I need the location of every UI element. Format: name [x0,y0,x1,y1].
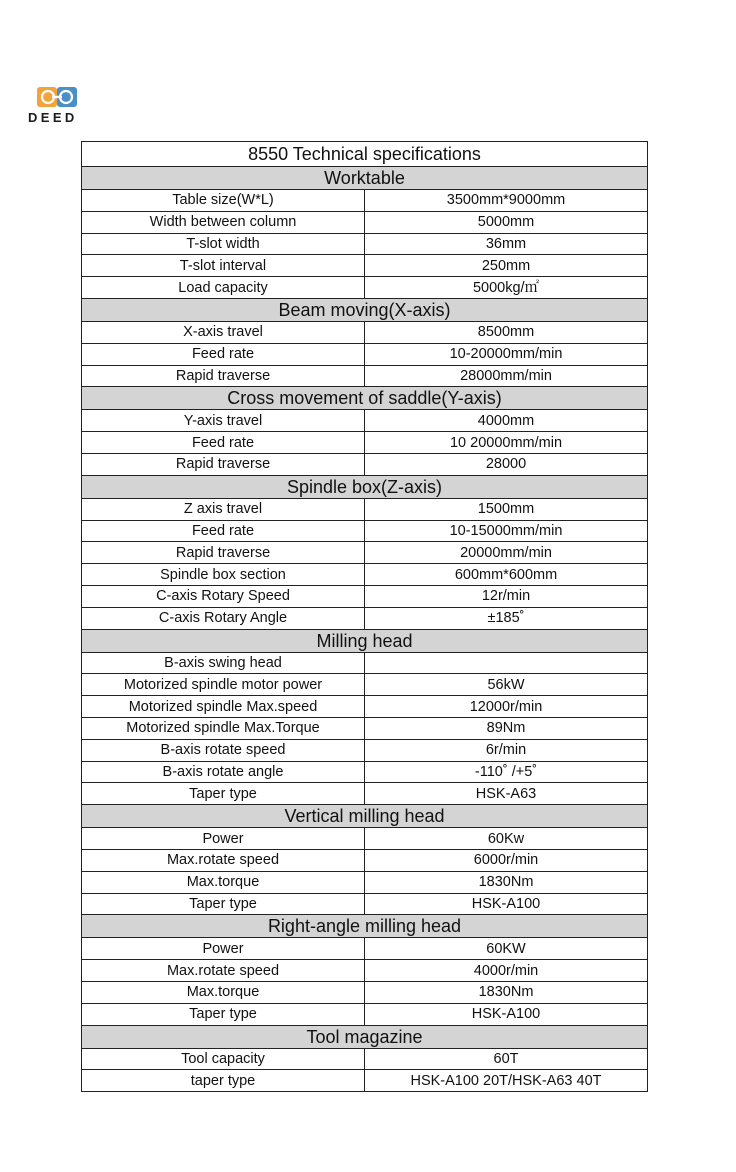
table-row [82,717,648,739]
spec-label: Z axis travel [82,498,365,520]
table-row [82,871,648,893]
table-row [82,696,648,718]
company-logo [28,84,88,130]
spec-label: Motorized spindle motor power [82,674,365,696]
table-row [82,277,648,299]
section-heading: Beam moving(X-axis) [82,298,648,321]
spec-value: HSK-A100 [365,1003,648,1025]
spec-label: B-axis rotate speed [82,739,365,761]
spec-value: 12000r/min [365,696,648,718]
table-row [82,190,648,212]
spec-label: Taper type [82,783,365,805]
spec-value: 5000mm [365,211,648,233]
table-row [82,410,648,432]
spec-label: Motorized spindle Max.Torque [82,717,365,739]
spec-label: Taper type [82,1003,365,1025]
spec-label: taper type [82,1070,365,1092]
spec-value: 1830Nm [365,981,648,1003]
spec-label: Max.rotate speed [82,849,365,871]
spec-label: T-slot width [82,233,365,255]
spec-value: 56kW [365,674,648,696]
table-row [82,255,648,277]
spec-label: Taper type [82,893,365,915]
table-row [82,432,648,454]
section-heading: Spindle box(Z-axis) [82,475,648,498]
spec-value: 1830Nm [365,871,648,893]
section-header-row [82,298,648,321]
section-heading: Vertical milling head [82,805,648,828]
spec-value: 4000mm [365,410,648,432]
table-row [82,498,648,520]
table-row [82,365,648,387]
spec-value: 28000 [365,453,648,475]
spec-label: Tool capacity [82,1048,365,1070]
spec-value: 6r/min [365,739,648,761]
technical-specifications-table [81,141,648,1092]
table-row [82,233,648,255]
spec-label: X-axis travel [82,321,365,343]
spec-label: Power [82,828,365,850]
table-row [82,321,648,343]
spec-label: Motorized spindle Max.speed [82,696,365,718]
spec-value: 89Nm [365,717,648,739]
table-row [82,564,648,586]
spec-value: 28000mm/min [365,365,648,387]
spec-value: 60KW [365,938,648,960]
table-row [82,453,648,475]
table-row [82,652,648,674]
spec-label: Spindle box section [82,564,365,586]
spec-label: Width between column [82,211,365,233]
section-header-row [82,805,648,828]
spec-value: 10 20000mm/min [365,432,648,454]
spec-label: Power [82,938,365,960]
table-row [82,849,648,871]
section-heading: Milling head [82,629,648,652]
spec-label: Feed rate [82,343,365,365]
spec-value: 36mm [365,233,648,255]
spec-value: 60T [365,1048,648,1070]
spec-value: 6000r/min [365,849,648,871]
spec-label: C-axis Rotary Speed [82,585,365,607]
spec-value: 60Kw [365,828,648,850]
spec-label: Rapid traverse [82,542,365,564]
spec-label: Load capacity [82,277,365,299]
spec-value: 10-15000mm/min [365,520,648,542]
section-heading: Right-angle milling head [82,915,648,938]
spec-value: -110˚ /+5˚ [365,761,648,783]
section-heading: Cross movement of saddle(Y-axis) [82,387,648,410]
table-row [82,783,648,805]
spec-value: 5000kg/㎡ [365,277,648,299]
spec-value: ±185˚ [365,607,648,629]
spec-label: C-axis Rotary Angle [82,607,365,629]
spec-value: 600mm*600mm [365,564,648,586]
spec-label: Rapid traverse [82,365,365,387]
section-header-row [82,915,648,938]
spec-value: HSK-A63 [365,783,648,805]
spec-label: Rapid traverse [82,453,365,475]
table-row [82,739,648,761]
section-heading: Worktable [82,167,648,190]
spec-value: HSK-A100 20T/HSK-A63 40T [365,1070,648,1092]
spec-label: Max.torque [82,981,365,1003]
section-header-row [82,387,648,410]
spec-value: 4000r/min [365,960,648,982]
table-row [82,585,648,607]
spec-value: 8500mm [365,321,648,343]
section-heading: Tool magazine [82,1025,648,1048]
spec-label: Feed rate [82,520,365,542]
spec-label: B-axis swing head [82,652,365,674]
table-row [82,674,648,696]
table-row [82,542,648,564]
spec-label: B-axis rotate angle [82,761,365,783]
spec-label: Max.rotate speed [82,960,365,982]
spec-value: 12r/min [365,585,648,607]
table-row [82,938,648,960]
table-row [82,761,648,783]
spec-label: Max.torque [82,871,365,893]
spec-label: T-slot interval [82,255,365,277]
table-row [82,343,648,365]
section-header-row [82,475,648,498]
spec-label: Y-axis travel [82,410,365,432]
spec-value: 20000mm/min [365,542,648,564]
section-header-row [82,167,648,190]
spec-value [365,652,648,674]
table-row [82,893,648,915]
table-row [82,828,648,850]
table-row [82,1048,648,1070]
spec-value: 3500mm*9000mm [365,190,648,212]
spec-label: Table size(W*L) [82,190,365,212]
table-row [82,960,648,982]
table-row [82,607,648,629]
logo-text: DEED [28,110,78,125]
spec-label: Feed rate [82,432,365,454]
spec-value: HSK-A100 [365,893,648,915]
section-header-row [82,1025,648,1048]
section-header-row [82,629,648,652]
spec-value: 250mm [365,255,648,277]
table-title: 8550 Technical specifications [82,142,648,167]
deed-logo-icon [35,85,79,109]
table-row [82,520,648,542]
table-row [82,211,648,233]
table-title-row [82,142,648,167]
spec-value: 10-20000mm/min [365,343,648,365]
spec-value: 1500mm [365,498,648,520]
table-row [82,1070,648,1092]
table-row [82,981,648,1003]
table-row [82,1003,648,1025]
